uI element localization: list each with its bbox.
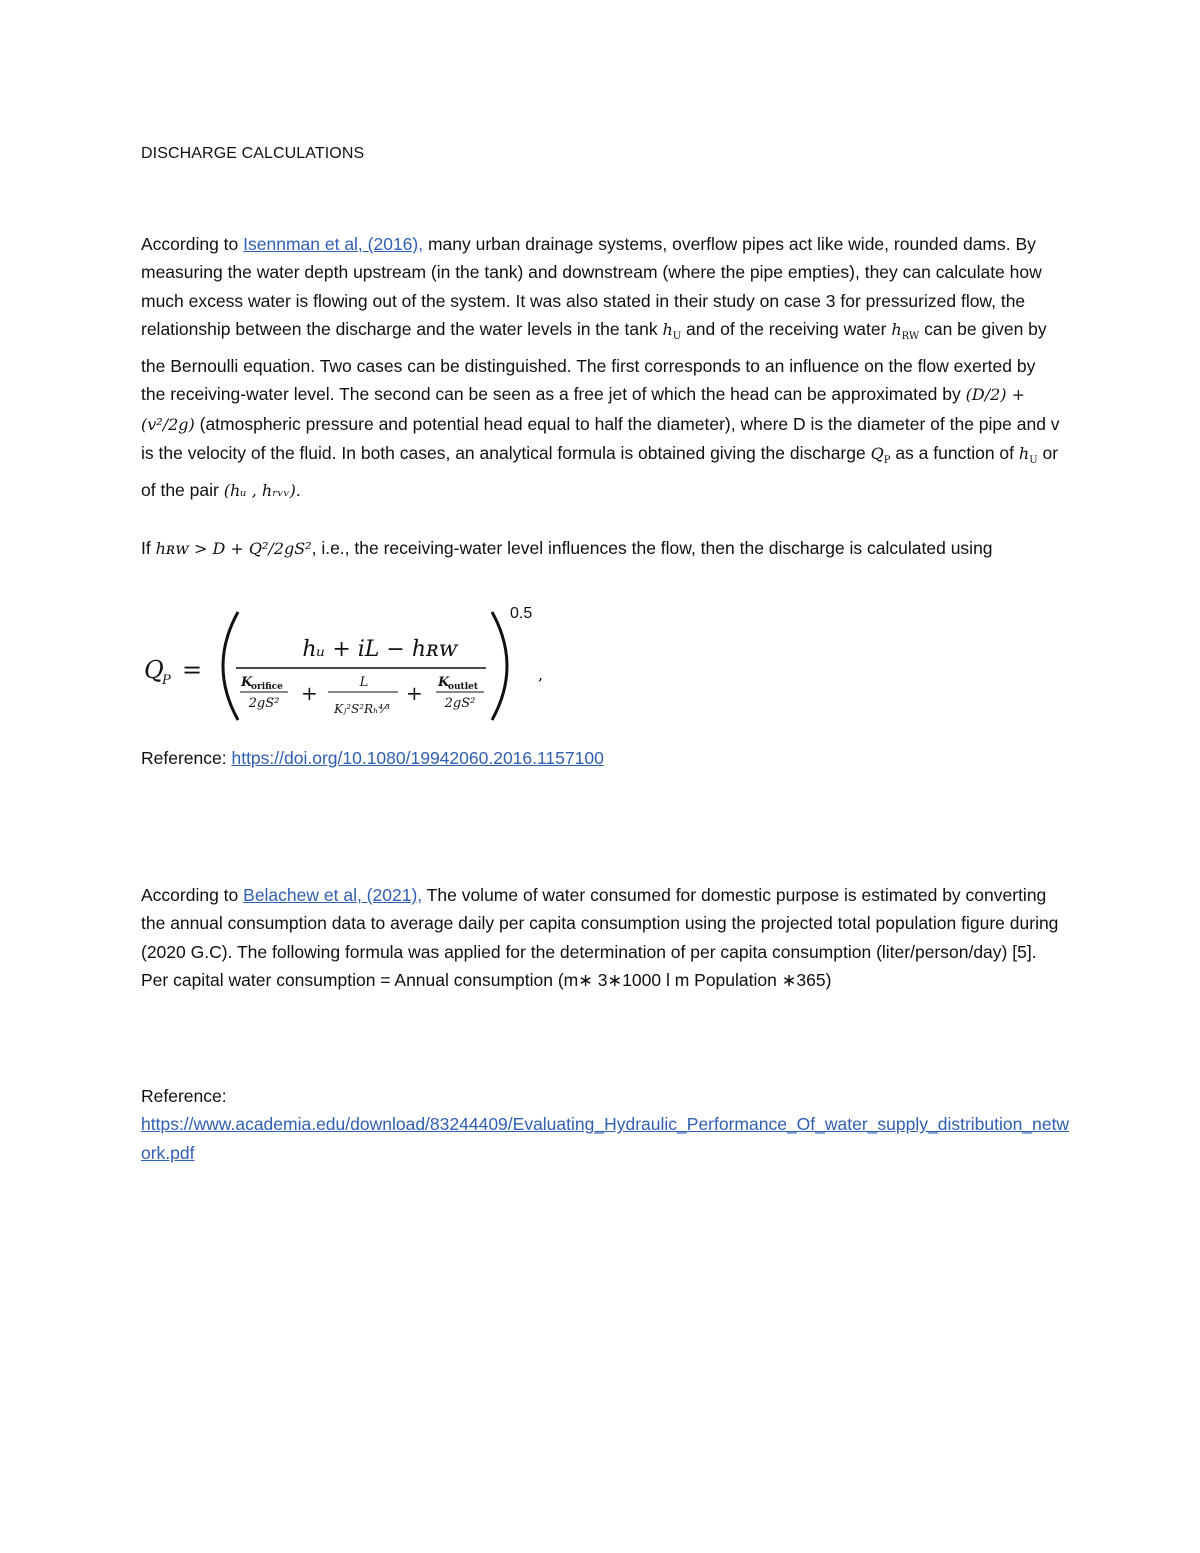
reference-1-link[interactable]: https://doi.org/10.1080/19942060.2016.1157100 xyxy=(231,748,604,768)
math-h-rw: $h_{RW}$ xyxy=(891,320,920,343)
math-h-u-2: $h_U$ xyxy=(1018,444,1038,467)
term2-den: Kⱼ²S²Rₕ⁴⁄³ xyxy=(334,702,390,716)
text: (atmospheric pressure and potential head equal to half the diameter), where D is the diameter of the pipe and v is the velocity of the fluid. In both cases, an analytical formula is obtained giving the discharge xyxy=(141,413,1060,464)
reference-2 xyxy=(141,1082,1071,1167)
text: According to xyxy=(141,885,244,905)
formula-lhs: Q xyxy=(144,656,164,684)
text: and of the receiving water xyxy=(681,319,892,340)
text: The volume of water consumed for domestic purpose is estimated by converting the annual consumption data to average daily per capita consumption using the projected total population figure during (2020 G.C). The following formula was applied for the determination of per capita consumption (liter/person/day) [5]. Per capital water consumption = Annual consumption (m∗ 3∗1000 l m Population ∗365) xyxy=(141,885,1059,991)
reference-1 xyxy=(141,748,604,769)
formula-lhs-sub: P xyxy=(162,673,171,688)
text: many urban drainage systems, overflow pipes act like wide, rounded dams. By measuring the water depth upstream (in the tank) and downstream (where the pipe empties), they can calculate how much excess water is flowing out of the system. It was also stated in their study on case 3 for pressurized flow, the relationship between the discharge and the water levels in the tank xyxy=(141,234,1042,340)
discharge-formula xyxy=(140,600,570,730)
formula-equals: = xyxy=(182,656,203,684)
formula-numerator: hᵤ + iL − hʀᴡ xyxy=(302,637,458,662)
math-q-p: $Q_P$ xyxy=(870,444,891,467)
term1-k: K xyxy=(241,675,253,690)
math-h-u: $h_U$ xyxy=(662,320,682,343)
term1-sub: orifice xyxy=(251,682,283,692)
math-pair: (hᵤ , hᵣᵥᵥ) xyxy=(223,480,296,500)
term2-num: L xyxy=(359,675,369,690)
reference-2-link[interactable]: https://www.academia.edu/download/83244409/Evaluating_Hydraulic_Performance_Of_water_supply_distribution_network.pdf xyxy=(141,1114,1070,1163)
paragraph-isennman xyxy=(141,230,1061,505)
math-head-expression: (D/2) + (v²/2g) xyxy=(141,385,1025,434)
text: as a function of xyxy=(890,443,1019,464)
citation-link-belachew[interactable]: Belachew et al, (2021), xyxy=(243,885,423,905)
left-paren xyxy=(223,612,238,720)
math-condition: hʀᴡ > D + Q²/2gS² xyxy=(155,539,312,558)
term3-k: K xyxy=(438,675,450,690)
text: According to xyxy=(141,234,244,254)
term3-den: 2gS² xyxy=(444,696,476,711)
paragraph-belachew xyxy=(141,881,1061,995)
text: , i.e., the receiving-water level influences the flow, then the discharge is calculated using xyxy=(311,538,993,558)
reference-label: Reference: xyxy=(141,1086,227,1106)
paragraph-condition xyxy=(141,534,1061,563)
formula-comma: , xyxy=(538,665,544,684)
reference-label: Reference: xyxy=(141,748,232,768)
plus-1: + xyxy=(301,681,318,705)
term3-sub: outlet xyxy=(448,682,479,692)
text: If xyxy=(141,538,156,558)
text: . xyxy=(295,479,301,500)
term1-den: 2gS² xyxy=(248,696,280,711)
text: can be given by the Bernoulli equation. Two cases can be distinguished. The first corresponds to an influence on the flow exerted by the receiving-water level. The second can be seen as a free jet of which the head can be approximated by xyxy=(141,319,1047,405)
right-paren xyxy=(492,612,507,720)
citation-link-isennman[interactable]: Isennman et al, (2016), xyxy=(243,234,424,254)
plus-2: + xyxy=(406,681,423,705)
text: or of the pair xyxy=(141,443,1059,500)
page-title: DISCHARGE CALCULATIONS xyxy=(141,145,365,162)
formula-exponent: 0.5 xyxy=(510,605,533,622)
